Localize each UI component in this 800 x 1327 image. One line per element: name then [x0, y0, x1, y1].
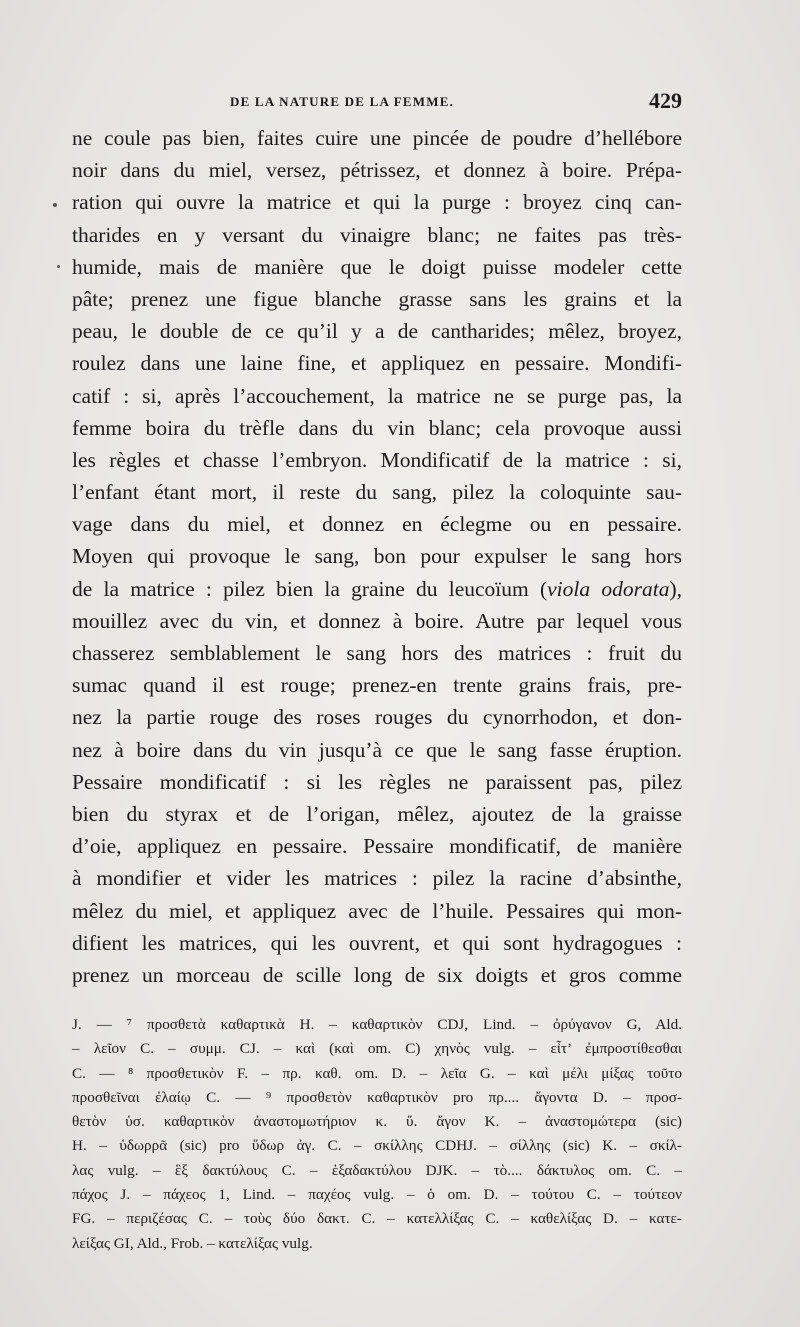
running-title: DE LA NATURE DE LA FEMME. — [230, 94, 455, 109]
text-line: roulez dans une laine fine, et appliquez en pessaire. Mondifi- — [72, 351, 682, 376]
text-line: tharides en y versant du vinaigre blanc; ne faites pas très- — [72, 222, 682, 247]
text-segment: ), — [669, 576, 682, 601]
text-line: difient les matrices, qui les ouvrent, et qui sont hydragogues : — [72, 930, 682, 955]
ink-speck — [53, 203, 57, 207]
footnote-line: πάχος J. – πάχεος 1, Lind. – παχέος vulg. – ὁ om. D. – τούτου C. – τούτεον — [72, 1186, 682, 1204]
footnote-line: H. – ὑδωρρᾶ (sic) pro ὕδωρ ἀγ. C. – σκίλλης CDHJ. – σίλλης (sic) K. – σκίλ- — [72, 1137, 682, 1155]
ink-speck — [57, 265, 60, 268]
footnote-line: λείξας GI, Ald., Frob. – κατελίξας vulg. — [72, 1234, 313, 1252]
italic-term: viola odorata — [547, 576, 670, 601]
text-line: ne coule pas bien, faites cuire une pincée de poudre d’hellébore — [72, 126, 682, 150]
text-line: bien du styrax et de l’origan, mêlez, ajoutez de la graisse — [72, 801, 682, 826]
main-text — [72, 122, 682, 991]
footnote-line: προσθεῖναι ἐλαίῳ C. — ⁹ προσθετὸν καθαρτικὸν pro πρ.... ἄγοντα D. – προσ- — [72, 1088, 682, 1106]
footnote-line: J. — ⁷ προσθετὰ καθαρτικὰ H. – καθαρτικὸν CDJ, Lind. – ὀρύγανον G, Ald. — [72, 1016, 682, 1033]
text-segment: de la matrice : pilez bien la graine du leucoïum ( — [72, 576, 548, 601]
text-line: noir dans du miel, versez, pétrissez, et donnez à boire. Prépa- — [72, 158, 682, 183]
text-line: nez la partie rouge des roses rouges du cynorrhodon, et don- — [72, 705, 682, 730]
text-line: peau, le double de ce qu’il y a de cantharides; mêlez, broyez, — [72, 319, 682, 344]
text-line: vage dans du miel, et donnez en éclegme ou en pessaire. — [72, 512, 682, 537]
footnote-line: – λεῖον C. – συμμ. CJ. – καὶ (καὶ om. C) χηνὸς vulg. – εἶτ’ ἐμπροστίθεσθαι — [72, 1040, 682, 1058]
text-line: Moyen qui provoque le sang, bon pour expulser le sang hors — [72, 544, 682, 569]
text-line: prenez un morceau de scille long de six doigts et gros comme — [72, 962, 682, 987]
text-line: mouillez avec du vin, et donnez à boire. Autre par lequel vous — [72, 608, 682, 633]
footnote-line: FG. – περιζέσας C. – τοὺς δύο δακτ. C. – κατελλίξας C. – καθελίξας D. – κατε- — [72, 1210, 682, 1228]
footnotes — [72, 1013, 682, 1256]
running-head — [72, 88, 682, 118]
text-line: pâte; prenez une figue blanche grasse sans les grains et la — [72, 286, 682, 311]
text-line: mêlez du miel, et appliquez avec de l’huile. Pessaires qui mon- — [72, 898, 682, 923]
text-line: femme boira du trèfle dans du vin blanc; cela provoque aussi — [72, 415, 682, 440]
page-number: 429 — [649, 88, 682, 113]
footnote-line: θετὸν ὑσ. καθαρτικὸν ἀναστομωτήριον κ. ὕ. ἄγον K. – ἀναστομώτερα (sic) — [72, 1113, 682, 1131]
footnote-line: C. — ⁸ προσθετικὸν F. – πρ. καθ. om. D. – λεῖα G. – καὶ μέλι μίξας τοῦτο — [72, 1064, 682, 1082]
text-line: catif : si, après l’accouchement, la matrice ne se purge pas, la — [72, 383, 682, 408]
text-line: sumac quand il est rouge; prenez-en trente grains frais, pre- — [72, 673, 682, 698]
text-line: nez à boire dans du vin jusqu’à ce que le sang fasse éruption. — [72, 737, 682, 762]
text-line: ration qui ouvre la matrice et qui la purge : broyez cinq can- — [72, 190, 682, 215]
text-line-with-italic — [72, 573, 682, 605]
text-line: chasserez semblablement le sang hors des matrices : fruit du — [72, 641, 682, 665]
text-line: à mondifier et vider les matrices : pilez la racine d’absinthe, — [72, 866, 682, 891]
footnote-line: λας vulg. – ἓξ δακτύλους C. – ἑξαδακτύλου DJK. – τὸ.... δάκτυλος om. C. – — [72, 1161, 682, 1179]
text-line: l’enfant étant mort, il reste du sang, pilez la coloquinte sau- — [72, 480, 682, 505]
text-line: Pessaire mondificatif : si les règles ne paraissent pas, pilez — [72, 769, 682, 794]
text-line: d’oie, appliquez en pessaire. Pessaire mondificatif, de manière — [72, 834, 682, 859]
text-line: humide, mais de manière que le doigt puisse modeler cette — [72, 254, 682, 279]
text-line: les règles et chasse l’embryon. Mondificatif de la matrice : si, — [72, 447, 682, 472]
